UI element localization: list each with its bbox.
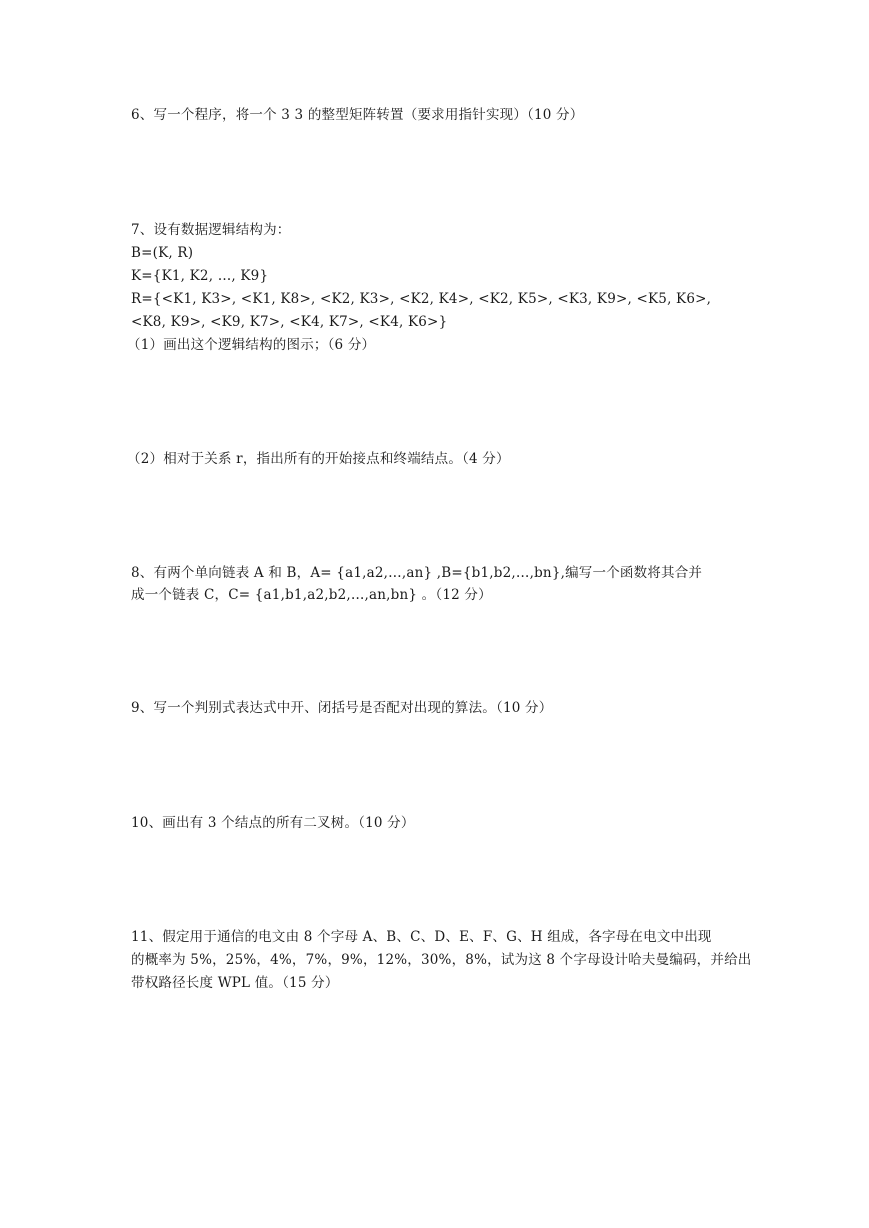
question-11-line2: 的概率为 5%，25%，4%，7%，9%，12%，30%，8%，试为这 8 个字母设计哈夫曼编码，并给出 [131,952,752,968]
question-11-line3: 带权路径长度 WPL 值。（15 分） [131,975,339,991]
question-10-text: 10、画出有 3 个结点的所有二叉树。（10 分） [131,815,415,831]
question-11-line1: 11、假定用于通信的电文由 8 个字母 A、B、C、D、E、F、G、H 组成，各字母在电文中出现 [131,929,712,945]
question-8-line2: 成一个链表 C，C= {a1,b1,a2,b2,…,an,bn} 。（12 分） [131,587,492,603]
question-6-text: 6、写一个程序，将一个 3 3 的整型矩阵转置（要求用指针实现）（10 分） [131,107,584,123]
question-7-subquestion-1: （1）画出这个逻辑结构的图示；（6 分） [127,337,376,353]
question-7-b-definition: B=(K, R) [131,245,194,261]
question-7-r-definition-line2: <K8, K9>, <K9, K7>, <K4, K7>, <K4, K6>} [131,314,448,330]
question-8-line1: 8、有两个单向链表 A 和 B，A= {a1,a2,…,an} ,B={b1,b2,…,bn},编写一个函数将其合并 [131,565,703,581]
question-9-text: 9、写一个判别式表达式中开、闭括号是否配对出现的算法。（10 分） [131,700,553,716]
question-7-r-definition-line1: R={<K1, K3>, <K1, K8>, <K2, K3>, <K2, K4>, <K2, K5>, <K3, K9>, <K5, K6>, [131,291,712,307]
question-7-intro: 7、设有数据逻辑结构为： [131,222,291,238]
question-7-k-definition: K={K1, K2, …, K9} [131,268,269,284]
question-7-subquestion-2: （2）相对于关系 r，指出所有的开始接点和终端结点。（4 分） [127,451,510,467]
